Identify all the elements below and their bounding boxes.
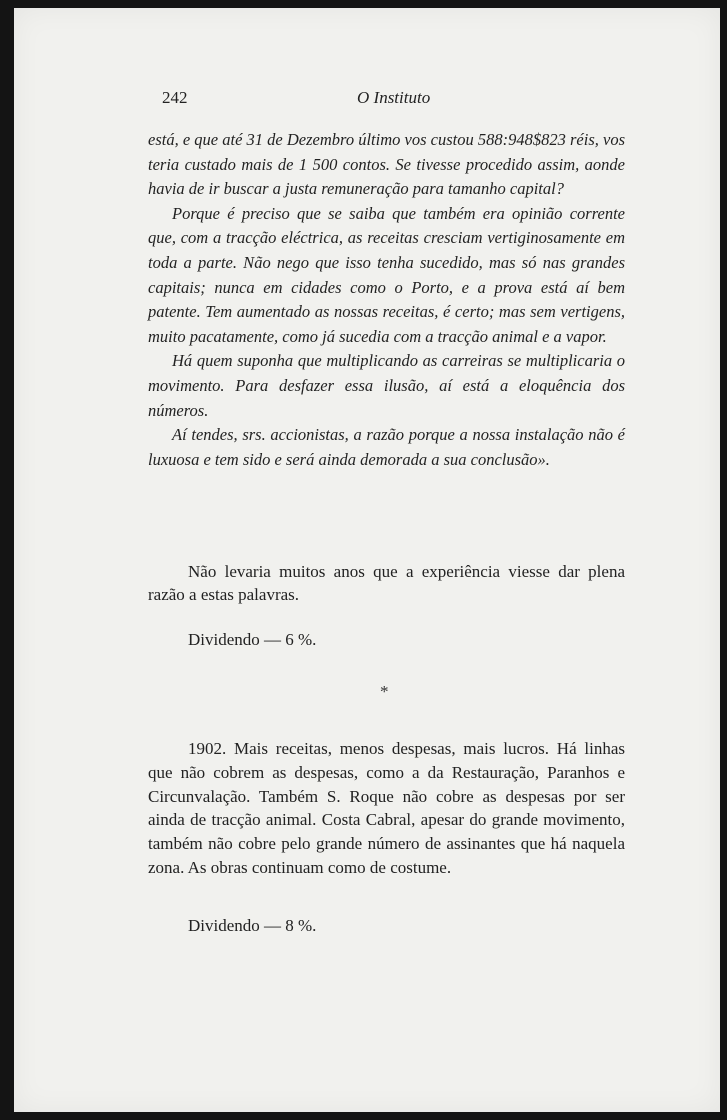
quote-paragraph-1: está, e que até 31 de Dezembro último vos custou 588:948$823 réis, vos teria custado mais de 1 500 contos. Se tivesse procedido assim, aonde havia de ir buscar a justa remuneração para tamanho capital? bbox=[148, 130, 625, 199]
dividend-line-1: Dividendo — 6 %. bbox=[188, 630, 317, 649]
quote-paragraph-3: Há quem suponha que multiplicando as carreiras se multiplicaria o movimento. Para desfazer essa ilusão, aí está a eloquência dos números. bbox=[148, 351, 625, 420]
quoted-passage bbox=[148, 128, 625, 472]
running-title: O Instituto bbox=[357, 88, 431, 107]
page-number: 242 bbox=[162, 88, 188, 107]
quote-paragraph-2: Porque é preciso que se saiba que também era opinião corrente que, com a tracção eléctrica, as receitas cresciam vertiginosamente em toda a parte. Não nego que isso tenha sucedido, mas só nas grandes capitais; nunca em cidades como o Porto, e a prova está aí bem patente. Tem aumentado as nossas receitas, é certo; mas sem vertigens, muito pacatamente, como já sucedia com a tracção animal e a vapor. bbox=[148, 203, 625, 346]
dividend-line-2: Dividendo — 8 %. bbox=[188, 916, 317, 935]
quote-paragraph-4: Aí tendes, srs. accionistas, a razão porque a nossa instalação não é luxuosa e tem sido e será ainda demorada a sua conclusão». bbox=[148, 425, 625, 469]
body-paragraph-2: 1902. Mais receitas, menos despesas, mais lucros. Há linhas que não cobrem as despesas, como a da Restauração, Paranhos e Circunvalação. Também S. Roque não cobre as despesas por ser ainda de tracção animal. Costa Cabral, apesar do grande movimento, também não cobre pelo grande número de assinantes que há naquela zona. As obras continuam como de costume. bbox=[148, 739, 625, 877]
body-paragraph-1: Não levaria muitos anos que a experiência viesse dar plena razão a estas palavras. bbox=[148, 562, 625, 604]
section-separator: * bbox=[380, 682, 389, 701]
